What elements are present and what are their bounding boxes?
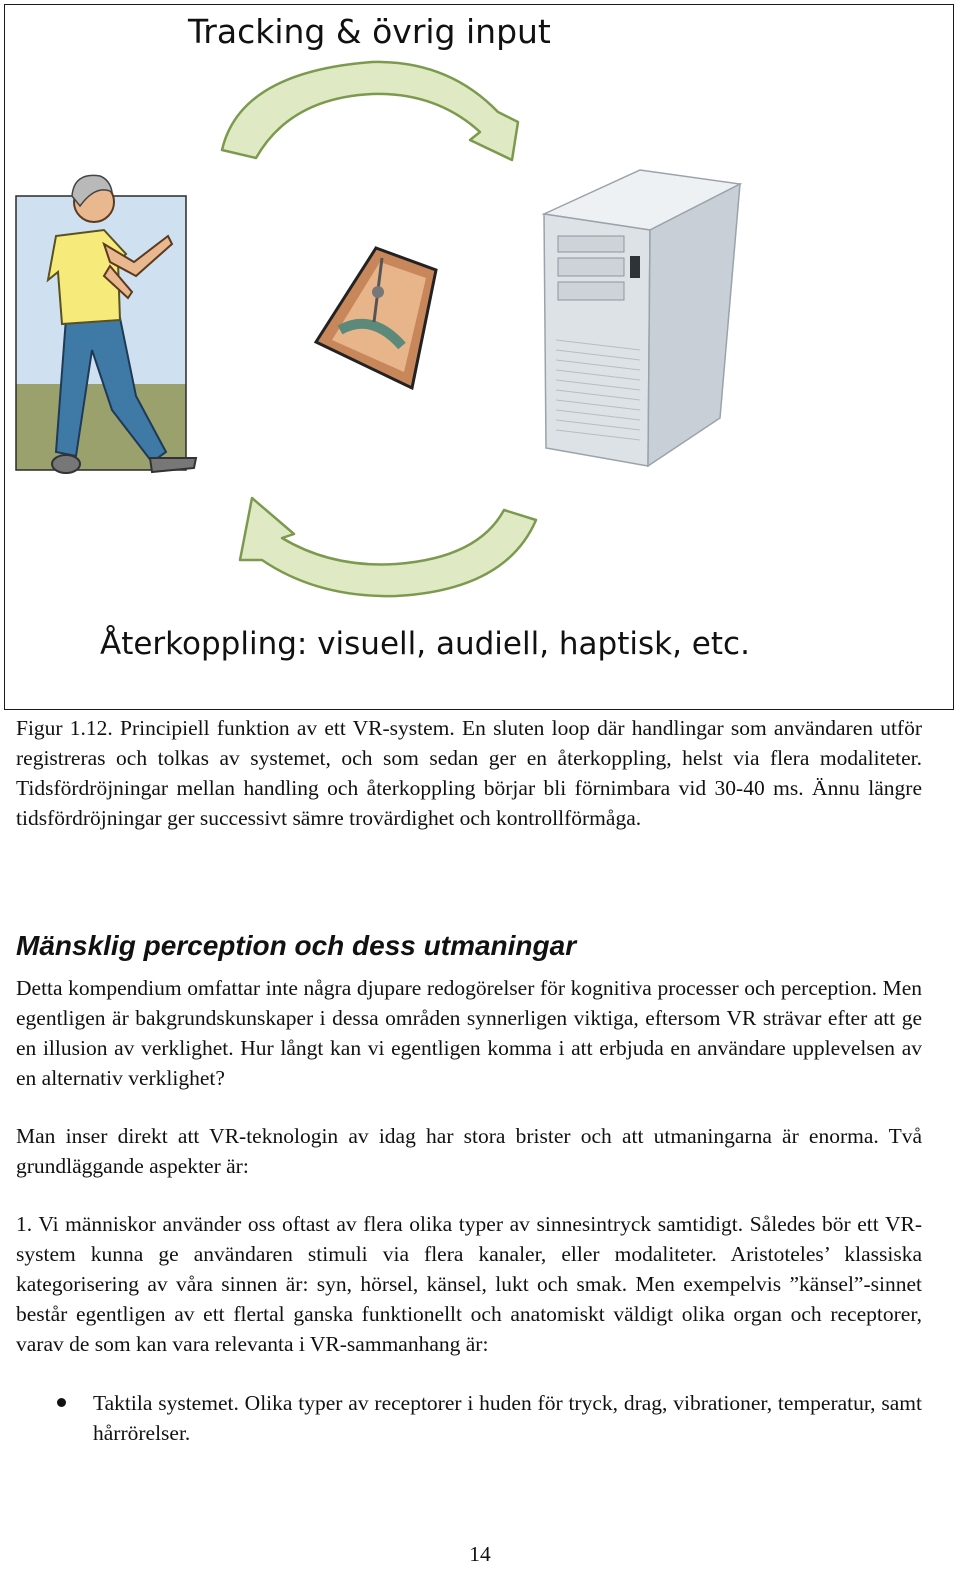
- bottom-curved-arrow-icon: [240, 498, 536, 596]
- paragraph-intro: Detta kompendium omfattar inte några djupare redogörelser för kognitiva processer och perception. Men egentligen är bakgrundskunskaper i dessa områden synnerligen viktiga, eftersom VR strävar efter att ge en illusion av verklighet. Hur långt kan vi egentligen komma i att erbjuda en användare upplevelsen av en alternativ verklighet?: [16, 976, 922, 1090]
- list-item: [16, 1388, 922, 1448]
- figure-caption: Figur 1.12. Principiell funktion av ett VR-system. En sluten loop där handlingar som användaren utför registreras och tolkas av systemet, och som sedan ger en återkoppling, helst via flera modaliteter. Tidsfördröjningar mellan handling och återkoppling börjar bli förnimbara vid 30-40 ms. Ännu längre tidsfördröjningar ger successivt sämre trovärdighet och kontrollförmåga.: [16, 716, 922, 830]
- section-heading: Mänsklig perception och dess utmaningar: [16, 930, 577, 961]
- top-curved-arrow-icon: [222, 62, 518, 160]
- user-person-icon: [16, 175, 196, 473]
- paragraph-challenges: Man inser direkt att VR-teknologin av idag har stora brister och att utmaningarna är enorma. Två grundläggande aspekter är:: [16, 1124, 922, 1178]
- figure-label-tracking-input: Tracking & övrig input: [188, 12, 551, 51]
- computer-tower-icon: [544, 170, 740, 466]
- senses-bullet-list: [16, 1388, 922, 1448]
- page-number: 14: [469, 1542, 491, 1566]
- metronome-icon: [316, 248, 436, 388]
- list-item-text: Taktila systemet. Olika typer av receptorer i huden för tryck, drag, vibrationer, temperatur, samt hårrörelser.: [93, 1391, 922, 1445]
- figure-label-feedback: Återkoppling: visuell, audiell, haptisk, etc.: [100, 626, 750, 662]
- paragraph-senses: 1. Vi människor använder oss oftast av flera olika typer av sinnesintryck samtidigt. Således bör ett VR-system kunna ge användaren stimuli via flera kanaler, eller modaliteter. Aristoteles’ klassiska kategorisering av våra sinnen är: syn, hörsel, känsel, lukt och smak. Men exempelvis ”känsel”-sinnet består egentligen av ett flertal ganska funktionellt och anatomiskt väldigt olika organ och receptorer, varav de som kan vara relevanta i VR-sammanhang är:: [16, 1212, 922, 1356]
- bullet-icon: [57, 1398, 66, 1407]
- figure-illustration: [0, 0, 960, 712]
